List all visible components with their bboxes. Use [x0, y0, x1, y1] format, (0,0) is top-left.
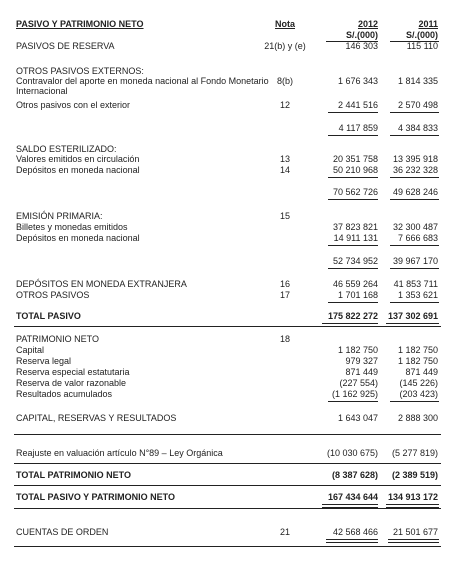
emision-total-2011: 39 967 170 — [392, 256, 438, 266]
total-patrimonio-2012: (8 387 628) — [331, 470, 378, 480]
billetes-row — [0, 222, 474, 233]
resultados-row — [0, 389, 474, 400]
header-row — [0, 19, 474, 30]
emision-total-2012: 52 734 952 — [332, 256, 378, 266]
otros-ext-total-underline-2012 — [328, 135, 378, 136]
total-patrimonio-row — [0, 470, 474, 481]
reserva-razonable-row — [0, 378, 474, 389]
cuentas-orden-row — [0, 527, 474, 538]
capital-label: Capital — [16, 345, 45, 355]
patrimonio-heading: PATRIMONIO NETO — [16, 334, 100, 344]
rule-bottom — [14, 546, 441, 547]
total-pasivo-2011: 137 302 691 — [387, 311, 438, 321]
header-unit-2011: S/.(000) — [405, 30, 438, 40]
emision-depositos-2012: 14 911 131 — [333, 233, 378, 243]
contravalor-label-cont: Internacional — [16, 86, 68, 96]
dep-ext-2012: 46 559 264 — [332, 279, 378, 289]
capital-reservas-2012: 1 643 047 — [337, 413, 378, 423]
billetes-2011: 32 300 487 — [392, 222, 438, 232]
total-pasivo-row — [0, 311, 474, 322]
contravalor-2011: 1 814 335 — [397, 76, 438, 86]
valores-label: Valores emitidos en circulación — [16, 154, 140, 164]
capital-reservas-label: CAPITAL, RESERVAS Y RESULTADOS — [16, 413, 177, 423]
saldo-total-underline-2012 — [328, 199, 378, 200]
pasivos-reserva-nota: 21(b) y (e) — [264, 41, 306, 51]
header-title: PASIVO Y PATRIMONIO NETO — [16, 19, 144, 29]
reserva-legal-2011: 1 182 750 — [397, 356, 438, 366]
emision-total-underline-2011 — [390, 268, 439, 269]
otros-pasivos-underline-2011 — [390, 302, 439, 303]
otros-exterior-2011: 2 570 498 — [397, 100, 438, 110]
saldo-total-2011: 49 628 246 — [392, 187, 438, 197]
emision-underline-2012 — [328, 245, 378, 246]
valores-nota: 13 — [279, 154, 290, 164]
reserva-razonable-label: Reserva de valor razonable — [16, 378, 127, 388]
pasivos-reserva-label: PASIVOS DE RESERVA — [16, 41, 115, 51]
resultados-2012: (1 162 925) — [331, 389, 378, 399]
reserva-legal-2012: 979 327 — [345, 356, 378, 366]
contravalor-row-cont — [0, 86, 474, 97]
rule-after-total-patrimonio — [14, 485, 441, 486]
saldo-total-2012: 70 562 726 — [332, 187, 378, 197]
header-unit-row — [0, 30, 474, 41]
saldo-underline-2011 — [390, 177, 439, 178]
emision-nota: 15 — [279, 211, 290, 221]
reajuste-row — [0, 448, 474, 459]
saldo-depositos-nota: 14 — [279, 165, 290, 175]
dep-ext-label: DEPÓSITOS EN MONEDA EXTRANJERA — [16, 279, 187, 289]
rule-after-total-pasivo — [14, 326, 441, 327]
resultados-label: Resultados acumulados — [16, 389, 113, 399]
emision-depositos-row — [0, 233, 474, 244]
contravalor-2012: 1 676 343 — [337, 76, 378, 86]
otros-ext-total-2011: 4 384 833 — [397, 123, 438, 133]
cuentas-orden-nota: 21 — [279, 527, 290, 537]
reserva-razonable-2012: (227 554) — [339, 378, 378, 388]
contravalor-label: Contravalor del aporte en moneda nacional al Fondo Monetario — [16, 76, 269, 86]
total-patrimonio-label: TOTAL PATRIMONIO NETO — [16, 470, 132, 480]
valores-2011: 13 395 918 — [392, 154, 438, 164]
otros-ext-underline-2011 — [390, 112, 439, 113]
patrimonio-underline-2011 — [390, 401, 439, 402]
pasivos-reserva-2011: 115 110 — [406, 41, 438, 51]
emision-depositos-label: Depósitos en moneda nacional — [16, 233, 140, 243]
otros-pasivos-row — [0, 290, 474, 301]
emision-total-row — [0, 256, 474, 267]
reserva-estatutaria-2012: 871 449 — [345, 367, 378, 377]
capital-2012: 1 182 750 — [337, 345, 378, 355]
total-pasivo-2012: 175 822 272 — [327, 311, 378, 321]
capital-reservas-2011: 2 888 300 — [397, 413, 438, 423]
cuentas-orden-2011: 21 501 677 — [392, 527, 438, 537]
reajuste-2012: (10 030 675) — [326, 448, 378, 458]
cuentas-orden-2012: 42 568 466 — [332, 527, 378, 537]
header-unit-2012: S/.(000) — [345, 30, 378, 40]
otros-ext-total-underline-2011 — [390, 135, 439, 136]
cuentas-orden-label: CUENTAS DE ORDEN — [16, 527, 109, 537]
header-year-2012: 2012 — [357, 19, 378, 29]
saldo-depositos-2011: 36 232 328 — [392, 165, 438, 175]
capital-row — [0, 345, 474, 356]
total-pasivo-patrimonio-2012: 167 434 644 — [327, 492, 378, 502]
pasivos-reserva-2012: 146 303 — [345, 41, 378, 51]
total-pasivo-patrimonio-2011: 134 913 172 — [387, 492, 438, 502]
valores-2012: 20 351 758 — [332, 154, 378, 164]
emision-heading: EMISIÓN PRIMARIA: — [16, 211, 103, 221]
cuentas-orden-dbl-underline-2011 — [388, 539, 439, 543]
contravalor-nota: 8(b) — [276, 76, 293, 86]
saldo-underline-2012 — [328, 177, 378, 178]
total-pasivo-label: TOTAL PASIVO — [16, 311, 81, 321]
otros-exterior-label: Otros pasivos con el exterior — [16, 100, 131, 110]
patrimonio-nota: 18 — [279, 334, 290, 344]
billetes-label: Billetes y monedas emitidos — [16, 222, 128, 232]
otros-ext-total-row — [0, 123, 474, 134]
saldo-heading: SALDO ESTERILIZADO: — [16, 144, 117, 154]
pasivos-reserva-row — [0, 41, 474, 52]
emision-depositos-2011: 7 666 683 — [397, 233, 438, 243]
otros-pasivos-label: OTROS PASIVOS — [16, 290, 90, 300]
otros-ext-total-2012: 4 117 859 — [338, 123, 378, 133]
dep-ext-nota: 16 — [279, 279, 290, 289]
rule-after-total-pp — [14, 508, 441, 509]
saldo-depositos-row — [0, 165, 474, 176]
billetes-2012: 37 823 821 — [332, 222, 378, 232]
saldo-depositos-2012: 50 210 968 — [332, 165, 378, 175]
otros-ext-underline-2012 — [328, 112, 378, 113]
patrimonio-heading-row — [0, 334, 474, 345]
rule-after-reajuste — [14, 463, 441, 464]
otros-exterior-2012: 2 441 516 — [337, 100, 378, 110]
otros-externos-heading: OTROS PASIVOS EXTERNOS: — [16, 66, 144, 76]
reserva-legal-label: Reserva legal — [16, 356, 72, 366]
saldo-depositos-label: Depósitos en moneda nacional — [16, 165, 140, 175]
emision-total-underline-2012 — [328, 268, 378, 269]
header-year-2011: 2011 — [418, 19, 438, 29]
total-patrimonio-2011: (2 389 519) — [391, 470, 438, 480]
reajuste-label: Reajuste en valuación artículo N°89 – Ley Orgánica — [16, 448, 223, 458]
emision-underline-2011 — [390, 245, 439, 246]
saldo-total-row — [0, 187, 474, 198]
valores-row — [0, 154, 474, 165]
saldo-total-underline-2011 — [390, 199, 439, 200]
reserva-legal-row — [0, 356, 474, 367]
dep-ext-2011: 41 853 711 — [393, 279, 438, 289]
capital-2011: 1 182 750 — [397, 345, 438, 355]
rule-after-capital-reservas — [14, 434, 441, 435]
otros-pasivos-2012: 1 701 168 — [337, 290, 378, 300]
reserva-estatutaria-2011: 871 449 — [405, 367, 438, 377]
otros-exterior-row — [0, 100, 474, 111]
header-nota: Nota — [275, 19, 295, 29]
otros-pasivos-underline-2012 — [328, 302, 378, 303]
emision-heading-row — [0, 211, 474, 222]
otros-exterior-nota: 12 — [279, 100, 290, 110]
cuentas-orden-dbl-underline-2012 — [326, 539, 378, 543]
total-pasivo-patrimonio-label: TOTAL PASIVO Y PATRIMONIO NETO — [16, 492, 176, 502]
otros-pasivos-nota: 17 — [279, 290, 290, 300]
reajuste-2011: (5 277 819) — [391, 448, 438, 458]
reserva-estatutaria-label: Reserva especial estatutaria — [16, 367, 130, 377]
resultados-2011: (203 423) — [399, 389, 438, 399]
patrimonio-underline-2012 — [328, 401, 378, 402]
reserva-estatutaria-row — [0, 367, 474, 378]
reserva-razonable-2011: (145 226) — [399, 378, 438, 388]
total-pasivo-patrimonio-row — [0, 492, 474, 503]
dep-ext-row — [0, 279, 474, 290]
otros-pasivos-2011: 1 353 621 — [397, 290, 438, 300]
capital-reservas-row — [0, 413, 474, 424]
